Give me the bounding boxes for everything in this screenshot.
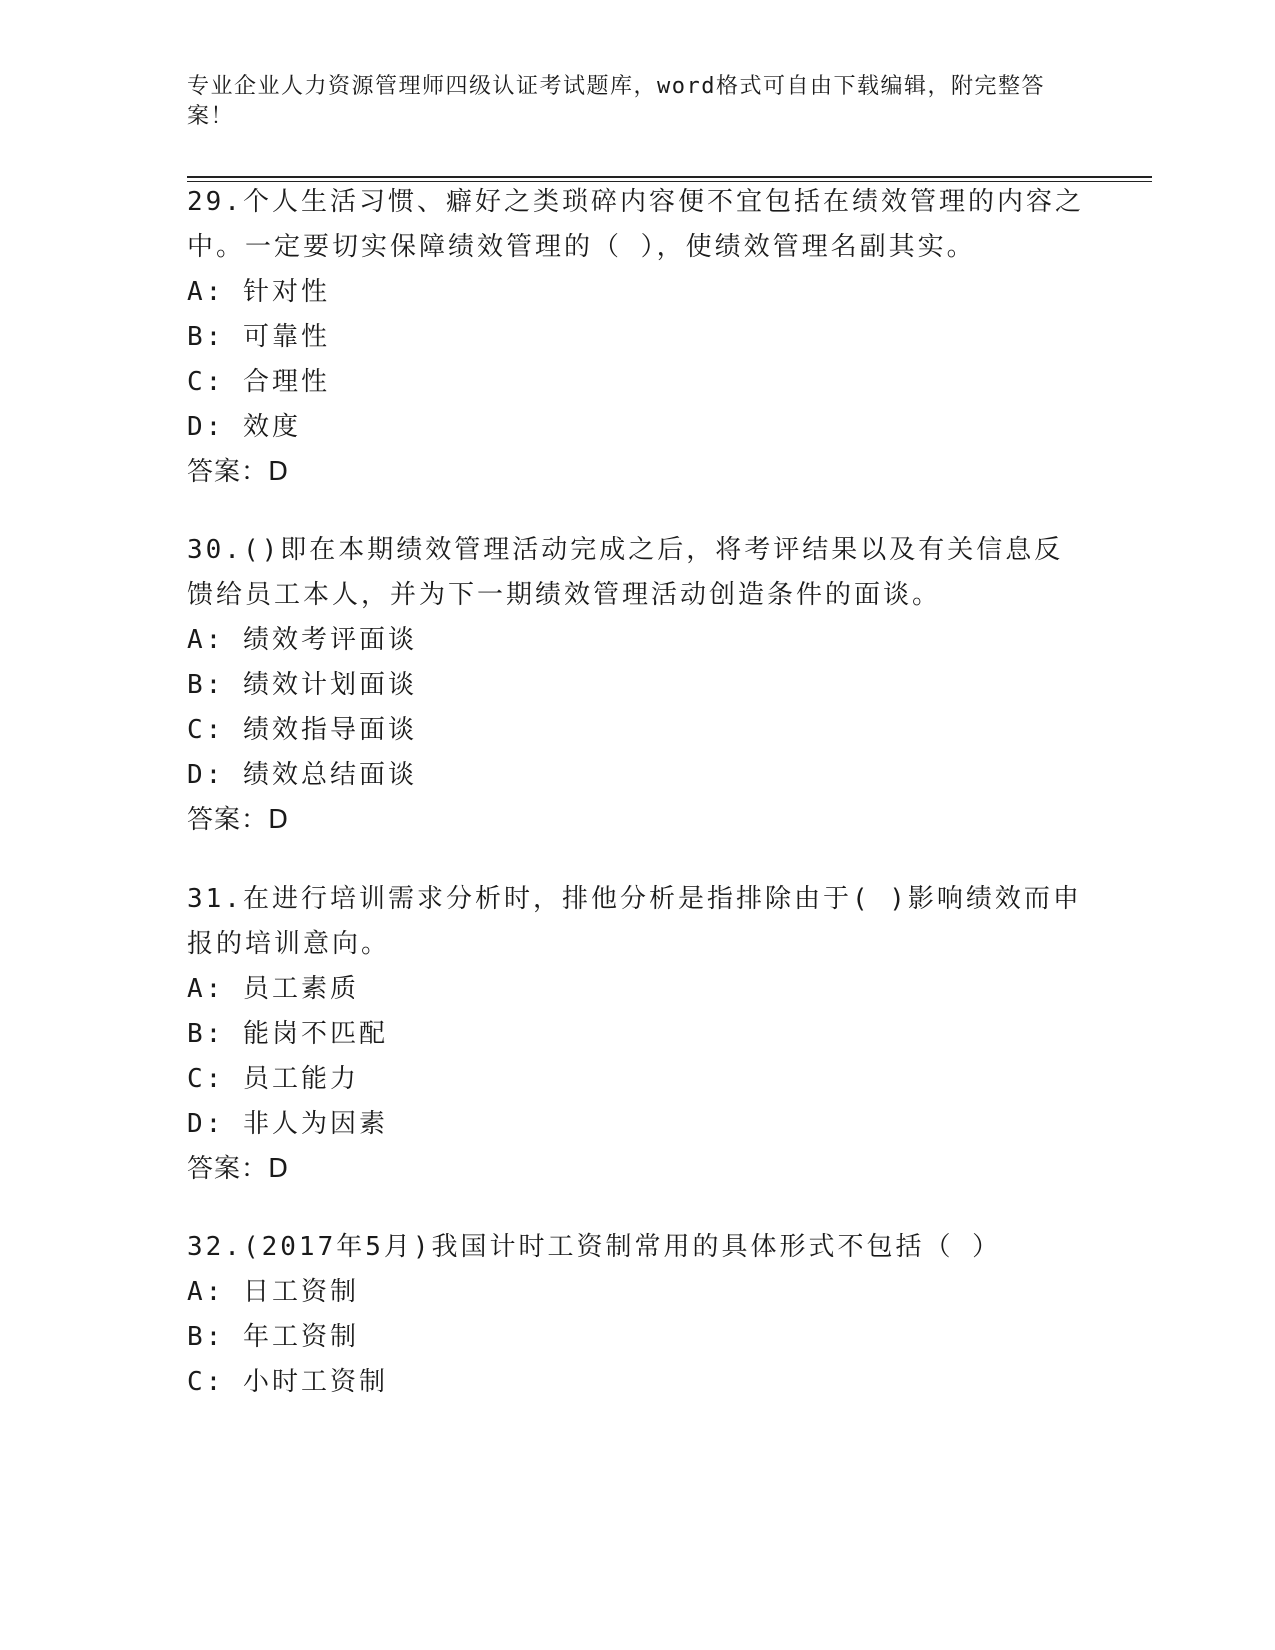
- option-a: A: 员工素质: [187, 974, 359, 1004]
- question-31: [187, 877, 1087, 1192]
- option-d: D: 非人为因素: [187, 1109, 388, 1139]
- option-a: A: 针对性: [187, 277, 330, 307]
- option-c: C: 员工能力: [187, 1064, 359, 1094]
- answer: 答案：D: [187, 805, 290, 835]
- option-b: B: 年工资制: [187, 1322, 359, 1352]
- question-29: [187, 180, 1087, 495]
- option-c: C: 绩效指导面谈: [187, 715, 417, 745]
- option-b: B: 可靠性: [187, 322, 330, 352]
- document-header: 专业企业人力资源管理师四级认证考试题库，word格式可自由下载编辑，附完整答案！: [187, 74, 1045, 129]
- question-stem: 31.在进行培训需求分析时，排他分析是指排除由于( )影响绩效而申报的培训意向。: [187, 884, 1082, 959]
- option-c: C: 小时工资制: [187, 1367, 388, 1397]
- answer: 答案：D: [187, 1154, 290, 1184]
- option-c: C: 合理性: [187, 367, 330, 397]
- question-stem: 30.()即在本期绩效管理活动完成之后，将考评结果以及有关信息反馈给员工本人，并为下一期绩效管理活动创造条件的面谈。: [187, 535, 1064, 610]
- question-stem: 32.(2017年5月)我国计时工资制常用的具体形式不包括（ ）: [187, 1232, 1002, 1262]
- question-stem: 29.个人生活习惯、癖好之类琐碎内容便不宜包括在绩效管理的内容之中。一定要切实保障绩效管理的（ ），使绩效管理名副其实。: [187, 187, 1084, 262]
- question-32: [187, 1225, 1087, 1405]
- option-b: B: 能岗不匹配: [187, 1019, 388, 1049]
- option-a: A: 绩效考评面谈: [187, 625, 417, 655]
- option-d: D: 绩效总结面谈: [187, 760, 417, 790]
- question-30: [187, 528, 1087, 843]
- option-b: B: 绩效计划面谈: [187, 670, 417, 700]
- option-a: A: 日工资制: [187, 1277, 359, 1307]
- answer: 答案：D: [187, 457, 290, 487]
- option-d: D: 效度: [187, 412, 301, 442]
